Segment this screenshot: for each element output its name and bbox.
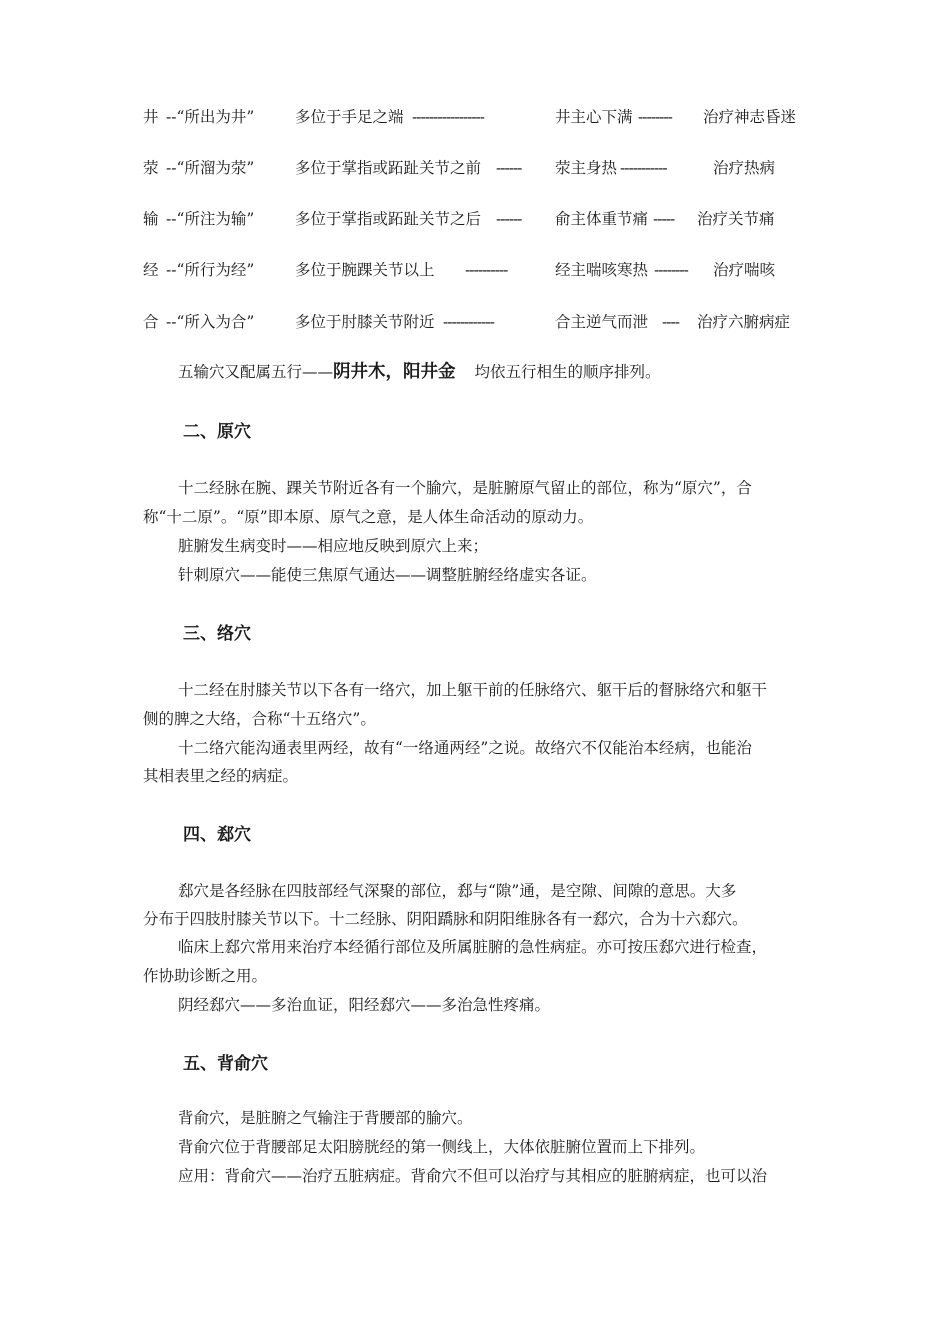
dash-separator: -------- — [654, 261, 688, 279]
point-indication: 井主心下满 — [555, 108, 633, 126]
dash-separator: -------- — [638, 108, 672, 126]
wuxing-line — [178, 362, 660, 382]
paragraph-line: 十二经脉在腕、踝关节附近各有一个腧穴，是脏腑原气留止的部位，称为“原穴”，合 — [178, 479, 752, 497]
dash-separator: ------ — [496, 210, 522, 228]
paragraph-line: 其相表里之经的病症。 — [143, 767, 299, 785]
paragraph-line: 十二络穴能沟通表里两经，故有“一络通两经”之说。故络穴不仅能治本经病，也能治 — [178, 739, 752, 757]
dash-separator: ----------- — [620, 159, 667, 177]
point-treatment: 治疗神志昏迷 — [703, 108, 797, 126]
paragraph-line: 脏腑发生病变时——相应地反映到原穴上来； — [178, 537, 489, 555]
dash-separator: ---- — [662, 313, 679, 331]
point-treatment: 治疗热病 — [713, 159, 776, 177]
dash-separator: ------ — [496, 159, 522, 177]
paragraph-line: 阴经郄穴——多治血证，阳经郄穴——多治急性疼痛。 — [178, 996, 551, 1014]
point-name: 合 — [143, 313, 159, 331]
point-location: 多位于掌指或跖趾关节之前 — [295, 159, 482, 177]
point-name: 经 — [143, 261, 159, 279]
paragraph-line: 背俞穴，是脏腑之气输注于背腰部的腧穴。 — [178, 1109, 473, 1127]
section-heading-luo: 三、络穴 — [183, 624, 251, 644]
point-location: 多位于掌指或跖趾关节之后 — [295, 210, 482, 228]
point-location: 多位于腕踝关节以上 — [295, 261, 435, 279]
point-indication: 荥主身热 — [555, 159, 618, 177]
point-indication: 合主逆气而泄 — [555, 313, 649, 331]
wuxing-prefix: 五输穴又配属五行—— — [178, 363, 334, 381]
paragraph-line: 分布于四肢肘膝关节以下。十二经脉、阴阳蹻脉和阴阳维脉各有一郄穴，合为十六郄穴。 — [143, 910, 748, 928]
section-heading-xi: 四、郄穴 — [183, 825, 251, 845]
point-indication: 经主喘咳寒热 — [555, 261, 649, 279]
point-definition: --“所入为合” — [166, 313, 255, 331]
paragraph-line: 应用：背俞穴——治疗五脏病症。背俞穴不但可以治疗与其相应的脏腑病症，也可以治 — [178, 1167, 768, 1185]
paragraph-line: 郄穴是各经脉在四肢部经气深聚的部位，郄与“隙”通，是空隙、间隙的意思。大多 — [178, 882, 737, 900]
point-definition: --“所溜为荥” — [166, 159, 255, 177]
point-location: 多位于肘膝关节附近 — [295, 313, 435, 331]
paragraph-line: 临床上郄穴常用来治疗本经循行部位及所属脏腑的急性病症。亦可按压郄穴进行检查， — [178, 938, 768, 956]
point-treatment: 治疗喘咳 — [713, 261, 776, 279]
point-definition: --“所出为井” — [166, 108, 255, 126]
wuxing-suffix: 均依五行相生的顺序排列。 — [474, 363, 661, 381]
section-heading-beishu: 五、背俞穴 — [183, 1054, 268, 1074]
dash-separator: ----------------- — [412, 108, 485, 126]
point-definition: --“所行为经” — [166, 261, 255, 279]
dash-separator: ---------- — [465, 261, 508, 279]
paragraph-line: 作协助诊断之用。 — [143, 967, 268, 985]
point-name: 荥 — [143, 159, 159, 177]
paragraph-line: 背俞穴位于背腰部足太阳膀胱经的第一侧线上，大体依脏腑位置而上下排列。 — [178, 1138, 706, 1156]
point-name: 输 — [143, 210, 159, 228]
dash-separator: ------------ — [443, 313, 494, 331]
section-heading-yuan: 二、原穴 — [183, 422, 251, 442]
dash-separator: ----- — [653, 210, 675, 228]
point-treatment: 治疗六腑病症 — [697, 313, 791, 331]
paragraph-line: 称“十二原”。“原”即本原、原气之意，是人体生命活动的原动力。 — [143, 508, 594, 526]
paragraph-line: 针刺原穴——能使三焦原气通达——调整脏腑经络虚实各证。 — [178, 566, 597, 584]
point-indication: 俞主体重节痛 — [555, 210, 649, 228]
point-location: 多位于手足之端 — [295, 108, 404, 126]
paragraph-line: 十二经在肘膝关节以下各有一络穴，加上躯干前的任脉络穴、躯干后的督脉络穴和躯干 — [178, 681, 768, 699]
point-name: 井 — [143, 108, 159, 126]
paragraph-line: 侧的脾之大络，合称“十五络穴”。 — [143, 710, 376, 728]
point-treatment: 治疗关节痛 — [697, 210, 775, 228]
wuxing-emphasis: 阴井木，阳井金 — [333, 362, 456, 382]
point-definition: --“所注为输” — [166, 210, 255, 228]
